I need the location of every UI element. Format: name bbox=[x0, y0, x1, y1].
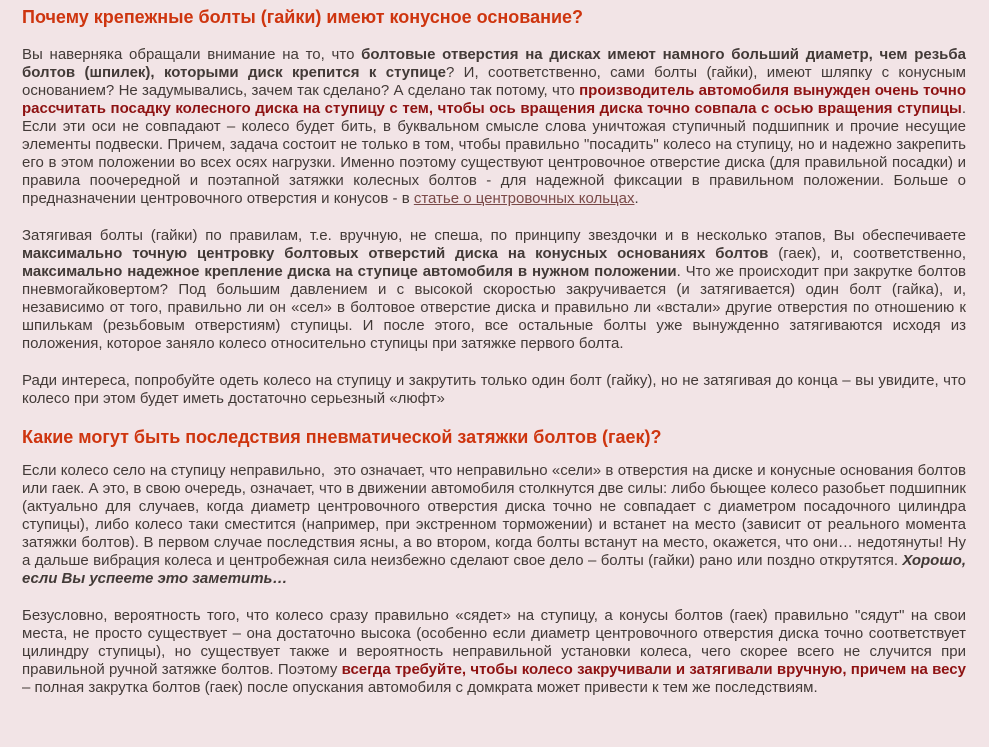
text-segment: всегда требуйте, чтобы колесо закручивали и затягивали вручную, причем на весу bbox=[341, 661, 966, 678]
text-segment: Хорошо, если Вы успеете это заметить… bbox=[22, 552, 966, 587]
text-segment: максимально точную центровку болтовых отверстий диска на конусных основаниях болтов bbox=[22, 245, 769, 262]
consequences-paragraph bbox=[22, 462, 966, 588]
text-segment: Если колесо село на ступицу неправильно, это означает, что неправильно «сели» в отверстия на диске и конусные основания болтов или гаек. А это, в свою очередь, означает, что в движении автомобиля столкнутся две силы: либо бьющее колесо разобьет подшипник (актуально для случаев, когда диаметр центровочного отверстия диска точно не совпадает с диаметром посадочного цилиндра ступицы), либо колесо таки сместится (например, при экстренном торможении) и встанет на место (зависит от реального момента затяжки болтов). В первом случае последствия ясны, а во втором, когда болты встанут на место, окажется, что они… недотянуты! Ну а дальше вибрация колеса и центробежная сила неизбежно сделают свое дело – болты (гайки) рано или поздно открутятся. bbox=[22, 462, 966, 569]
conclusion-paragraph bbox=[22, 607, 966, 697]
manual-tightening-paragraph bbox=[22, 227, 966, 353]
text-segment: Затягивая болты (гайки) по правилам, т.е. вручную, не спеша, по принципу звездочки и в несколько этапов, Вы обеспечиваете bbox=[22, 227, 966, 244]
text-segment: производитель автомобиля вынужден очень точно рассчитать посадку колесного диска на ступицу с тем, чтобы ось вращения диска точно совпала с осью вращения ступицы bbox=[22, 82, 967, 117]
text-segment: Безусловно, вероятность того, что колесо сразу правильно «сядет» на ступицу, а конусы болтов (гаек) правильно "сядут" на свои места, не просто существует – она достаточно высока (особенно если диаметр центровочного отверстия диска точно соответствует цилиндру ступицы), но существует также и вероятность неправильной установки колеса, чего скорее всего не случится при правильной ручной затяжке болтов. Поэтому bbox=[22, 607, 966, 678]
text-segment: максимально надежное крепление диска на ступице автомобиля в нужном положении bbox=[22, 263, 677, 280]
text-segment: болтовые отверстия на дисках имеют намного больший диаметр, чем резьба болтов (шпилек), которыми диск крепится к ступице bbox=[22, 46, 966, 81]
text-segment: – полная закрутка болтов (гаек) после опускания автомобиля с домкрата может привести к тем же последствиям. bbox=[22, 679, 818, 696]
text-segment: (гаек), и, соответственно, bbox=[768, 245, 966, 262]
article-title: Почему крепежные болты (гайки) имеют конусное основание? bbox=[22, 7, 584, 27]
text-segment: . Если эти оси не совпадают – колесо будет бить, в буквальном смысле слова уничтожая ступичный подшипник и прочие несущие элементы подвески. Причем, задача состоит не только в том, чтобы правильно "посадить" колесо на ступицу, но и надежно закрепить его в этом положении во всех осях нагрузки. Именно поэтому существуют центровочное отверстие диска (для правильной посадки) и правила поочередной и поэтапной затяжки колесных болтов - для надежной фиксации в правильном положении. Больше о предназначении центровочного отверстия и конусов - в bbox=[22, 100, 966, 207]
text-segment: Ради интереса, попробуйте одеть колесо на ступицу и закрутить только один болт (гайку), но не затягивая до конца – вы увидите, что колесо при этом будет иметь достаточно серьезный «люфт» bbox=[22, 372, 966, 407]
experiment-paragraph bbox=[22, 372, 966, 408]
text-segment: ? И, соответственно, сами болты (гайки), имеют шляпку с конусным основанием? Не задумывались, зачем так сделано? А сделано так потому, что bbox=[22, 64, 966, 99]
intro-paragraph bbox=[22, 46, 966, 208]
text-segment: . Что же происходит при закрутке болтов пневмогайковертом? Под большим давлением и с высокой скоростью закручивается (и затягивается) один болт (гайка), и, независимо от того, правильно ли он «сел» в болтовое отверстие диска и правильно ли «встали» другие отверстия по отношению к шпилькам (резьбовым отверстиям) ступицы. И после этого, все остальные болты уже вынужденно затягиваются исходя из положения, которое заняло колесо относительно ступицы при затяжке первого болта. bbox=[22, 263, 967, 352]
section-title-consequences: Какие могут быть последствия пневматической затяжки болтов (гаек)? bbox=[22, 427, 662, 447]
text-segment: Вы наверняка обращали внимание на то, что bbox=[22, 46, 362, 63]
centering-rings-link[interactable]: статье о центровочных кольцах bbox=[413, 190, 635, 207]
text-segment: . bbox=[634, 190, 639, 207]
